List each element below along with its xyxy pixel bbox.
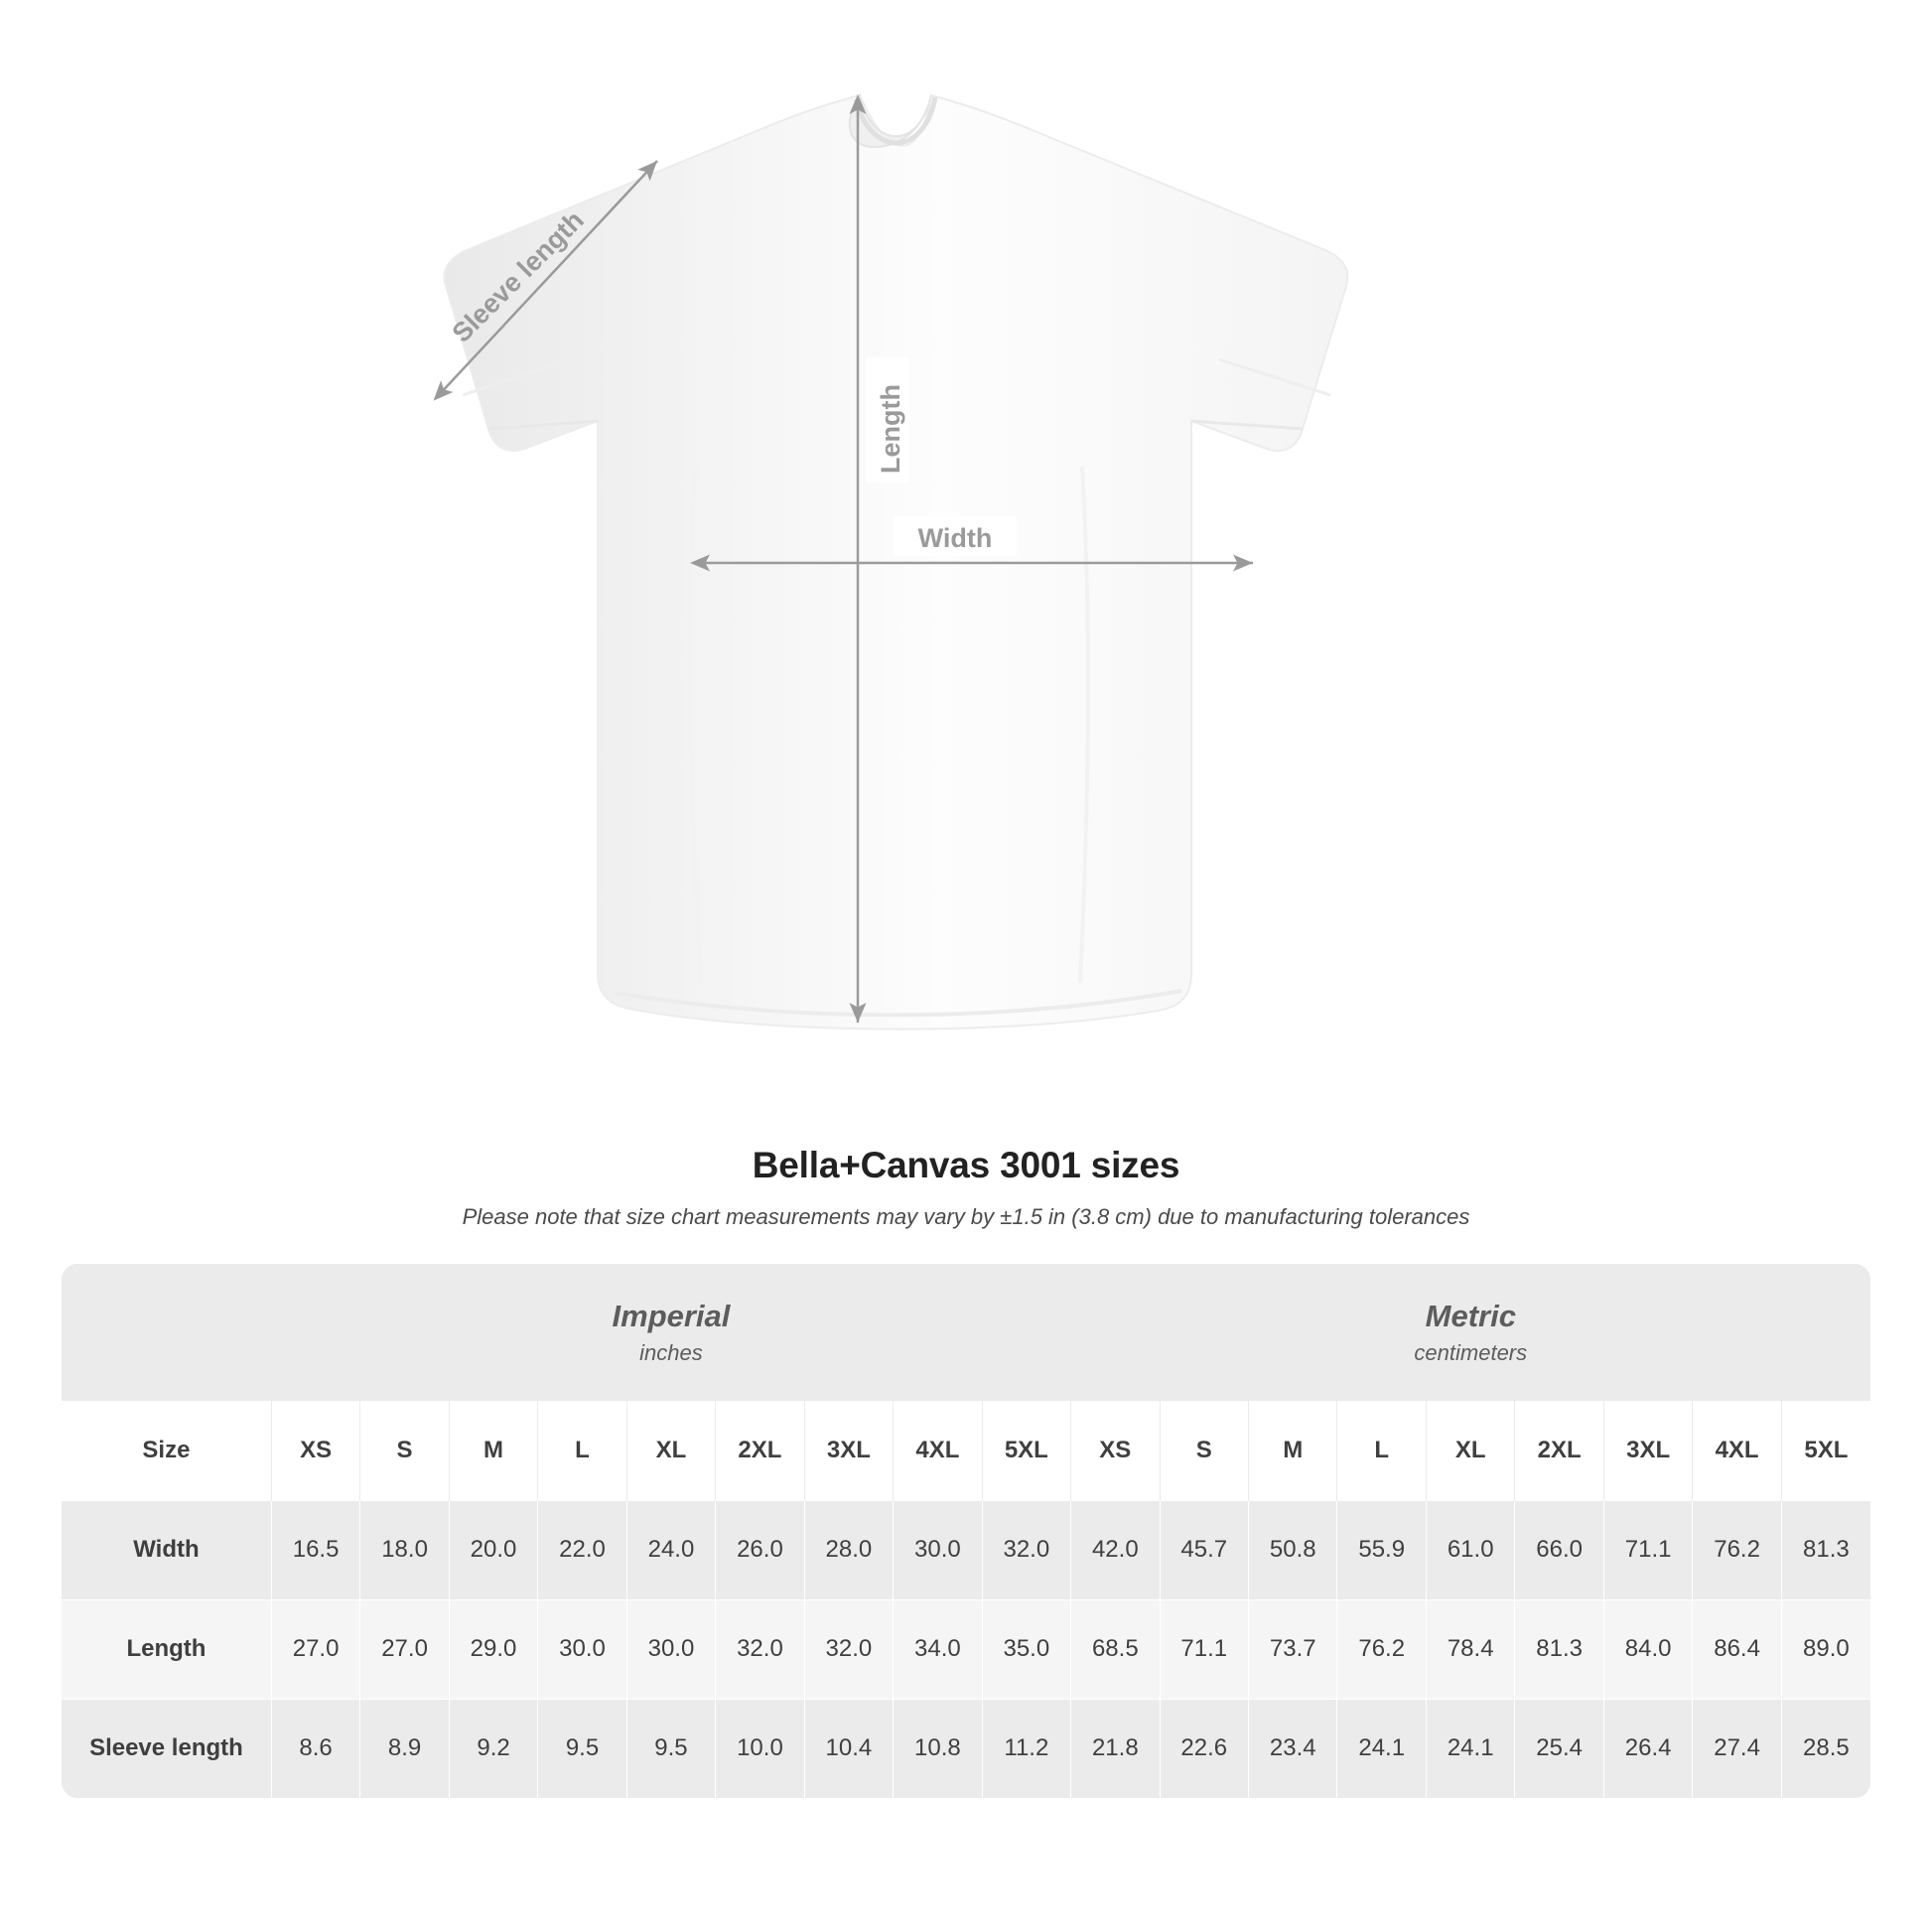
cell-width-imperial-xl: 24.0 [626,1500,715,1599]
length-label: Length [876,384,905,474]
cell-width-metric-xs: 42.0 [1071,1500,1160,1599]
cell-sleeve-imperial-5xl: 11.2 [982,1699,1070,1798]
cell-width-metric-l: 55.9 [1337,1500,1426,1599]
cell-sleeve-metric-l: 24.1 [1337,1699,1426,1798]
cell-sleeve-imperial-m: 9.2 [449,1699,537,1798]
cell-width-imperial-5xl: 32.0 [982,1500,1070,1599]
cell-width-metric-3xl: 71.1 [1603,1500,1692,1599]
cell-sleeve-imperial-s: 8.9 [360,1699,449,1798]
cell-width-imperial-s: 18.0 [360,1500,449,1599]
size-table [62,1264,1870,1798]
cell-sleeve-imperial-l: 9.5 [538,1699,626,1798]
size-header-imperial-4xl: 4XL [894,1401,982,1500]
cell-length-imperial-xs: 27.0 [271,1599,359,1699]
cell-width-imperial-4xl: 30.0 [894,1500,982,1599]
cell-width-metric-2xl: 66.0 [1515,1500,1603,1599]
cell-width-imperial-l: 22.0 [538,1500,626,1599]
cell-sleeve-imperial-xl: 9.5 [626,1699,715,1798]
cell-length-metric-3xl: 84.0 [1603,1599,1692,1699]
cell-length-imperial-2xl: 32.0 [716,1599,804,1699]
cell-length-imperial-3xl: 32.0 [804,1599,893,1699]
cell-length-metric-l: 76.2 [1337,1599,1426,1699]
cell-length-imperial-s: 27.0 [360,1599,449,1699]
size-header-metric-xl: XL [1426,1401,1514,1500]
cell-sleeve-imperial-xs: 8.6 [271,1699,359,1798]
cell-length-imperial-m: 29.0 [449,1599,537,1699]
cell-length-metric-5xl: 89.0 [1781,1599,1870,1699]
cell-width-metric-m: 50.8 [1249,1500,1337,1599]
table-row [62,1599,1870,1699]
size-header-imperial-5xl: 5XL [982,1401,1070,1500]
cell-sleeve-imperial-3xl: 10.4 [804,1699,893,1798]
cell-length-metric-m: 73.7 [1249,1599,1337,1699]
row-label-length: Length [62,1599,271,1699]
size-header-metric-3xl: 3XL [1603,1401,1692,1500]
cell-width-metric-xl: 61.0 [1426,1500,1514,1599]
cell-sleeve-metric-m: 23.4 [1249,1699,1337,1798]
cell-length-metric-xs: 68.5 [1071,1599,1160,1699]
size-header-imperial-3xl: 3XL [804,1401,893,1500]
size-header-metric-xs: XS [1071,1401,1160,1500]
size-label-cell: Size [62,1401,271,1500]
size-header-metric-l: L [1337,1401,1426,1500]
size-header-metric-4xl: 4XL [1693,1401,1781,1500]
cell-sleeve-metric-s: 22.6 [1160,1699,1248,1798]
cell-length-imperial-l: 30.0 [538,1599,626,1699]
cell-length-metric-4xl: 86.4 [1693,1599,1781,1699]
cell-width-metric-4xl: 76.2 [1693,1500,1781,1599]
unit-header-row [62,1264,1870,1401]
size-header-imperial-s: S [360,1401,449,1500]
cell-length-imperial-4xl: 34.0 [894,1599,982,1699]
cell-sleeve-imperial-4xl: 10.8 [894,1699,982,1798]
heading-block [0,1145,1932,1230]
cell-width-imperial-3xl: 28.0 [804,1500,893,1599]
page-title: Bella+Canvas 3001 sizes [752,1145,1180,1185]
unit-metric-sub: centimeters [1414,1339,1528,1365]
cell-sleeve-imperial-2xl: 10.0 [716,1699,804,1798]
row-label-sleeve-length: Sleeve length [62,1699,271,1798]
cell-width-imperial-xs: 16.5 [271,1500,359,1599]
cell-sleeve-metric-xl: 24.1 [1426,1699,1514,1798]
cell-sleeve-metric-3xl: 26.4 [1603,1699,1692,1798]
unit-metric-cell [1071,1264,1870,1401]
table-row [62,1500,1870,1599]
tolerance-note: Please note that size chart measurements may vary by ±1.5 in (3.8 cm) due to manufacturing tolerances [462,1204,1470,1229]
size-header-imperial-xs: XS [271,1401,359,1500]
cell-length-metric-xl: 78.4 [1426,1599,1514,1699]
size-header-metric-m: M [1249,1401,1337,1500]
size-table-wrapper [62,1264,1870,1798]
unit-imperial-cell [271,1264,1070,1401]
cell-width-imperial-2xl: 26.0 [716,1500,804,1599]
size-header-imperial-l: L [538,1401,626,1500]
size-header-metric-5xl: 5XL [1781,1401,1870,1500]
cell-width-metric-5xl: 81.3 [1781,1500,1870,1599]
size-header-metric-s: S [1160,1401,1248,1500]
unit-imperial-name: Imperial [612,1299,731,1334]
size-header-row [62,1401,1870,1500]
unit-corner-cell [62,1264,271,1401]
cell-length-metric-2xl: 81.3 [1515,1599,1603,1699]
cell-sleeve-metric-4xl: 27.4 [1693,1699,1781,1798]
cell-width-imperial-m: 20.0 [449,1500,537,1599]
size-header-imperial-m: M [449,1401,537,1500]
size-header-metric-2xl: 2XL [1515,1401,1603,1500]
cell-width-metric-s: 45.7 [1160,1500,1248,1599]
cell-length-imperial-5xl: 35.0 [982,1599,1070,1699]
cell-length-imperial-xl: 30.0 [626,1599,715,1699]
cell-sleeve-metric-5xl: 28.5 [1781,1699,1870,1798]
unit-imperial-sub: inches [639,1339,703,1365]
size-header-imperial-xl: XL [626,1401,715,1500]
cell-sleeve-metric-xs: 21.8 [1071,1699,1160,1798]
unit-metric-name: Metric [1425,1299,1516,1334]
table-row [62,1699,1870,1798]
sleeve-length-label: Sleeve length [446,205,590,348]
row-label-width: Width [62,1500,271,1599]
cell-length-metric-s: 71.1 [1160,1599,1248,1699]
size-header-imperial-2xl: 2XL [716,1401,804,1500]
width-label: Width [917,523,993,553]
cell-sleeve-metric-2xl: 25.4 [1515,1699,1603,1798]
